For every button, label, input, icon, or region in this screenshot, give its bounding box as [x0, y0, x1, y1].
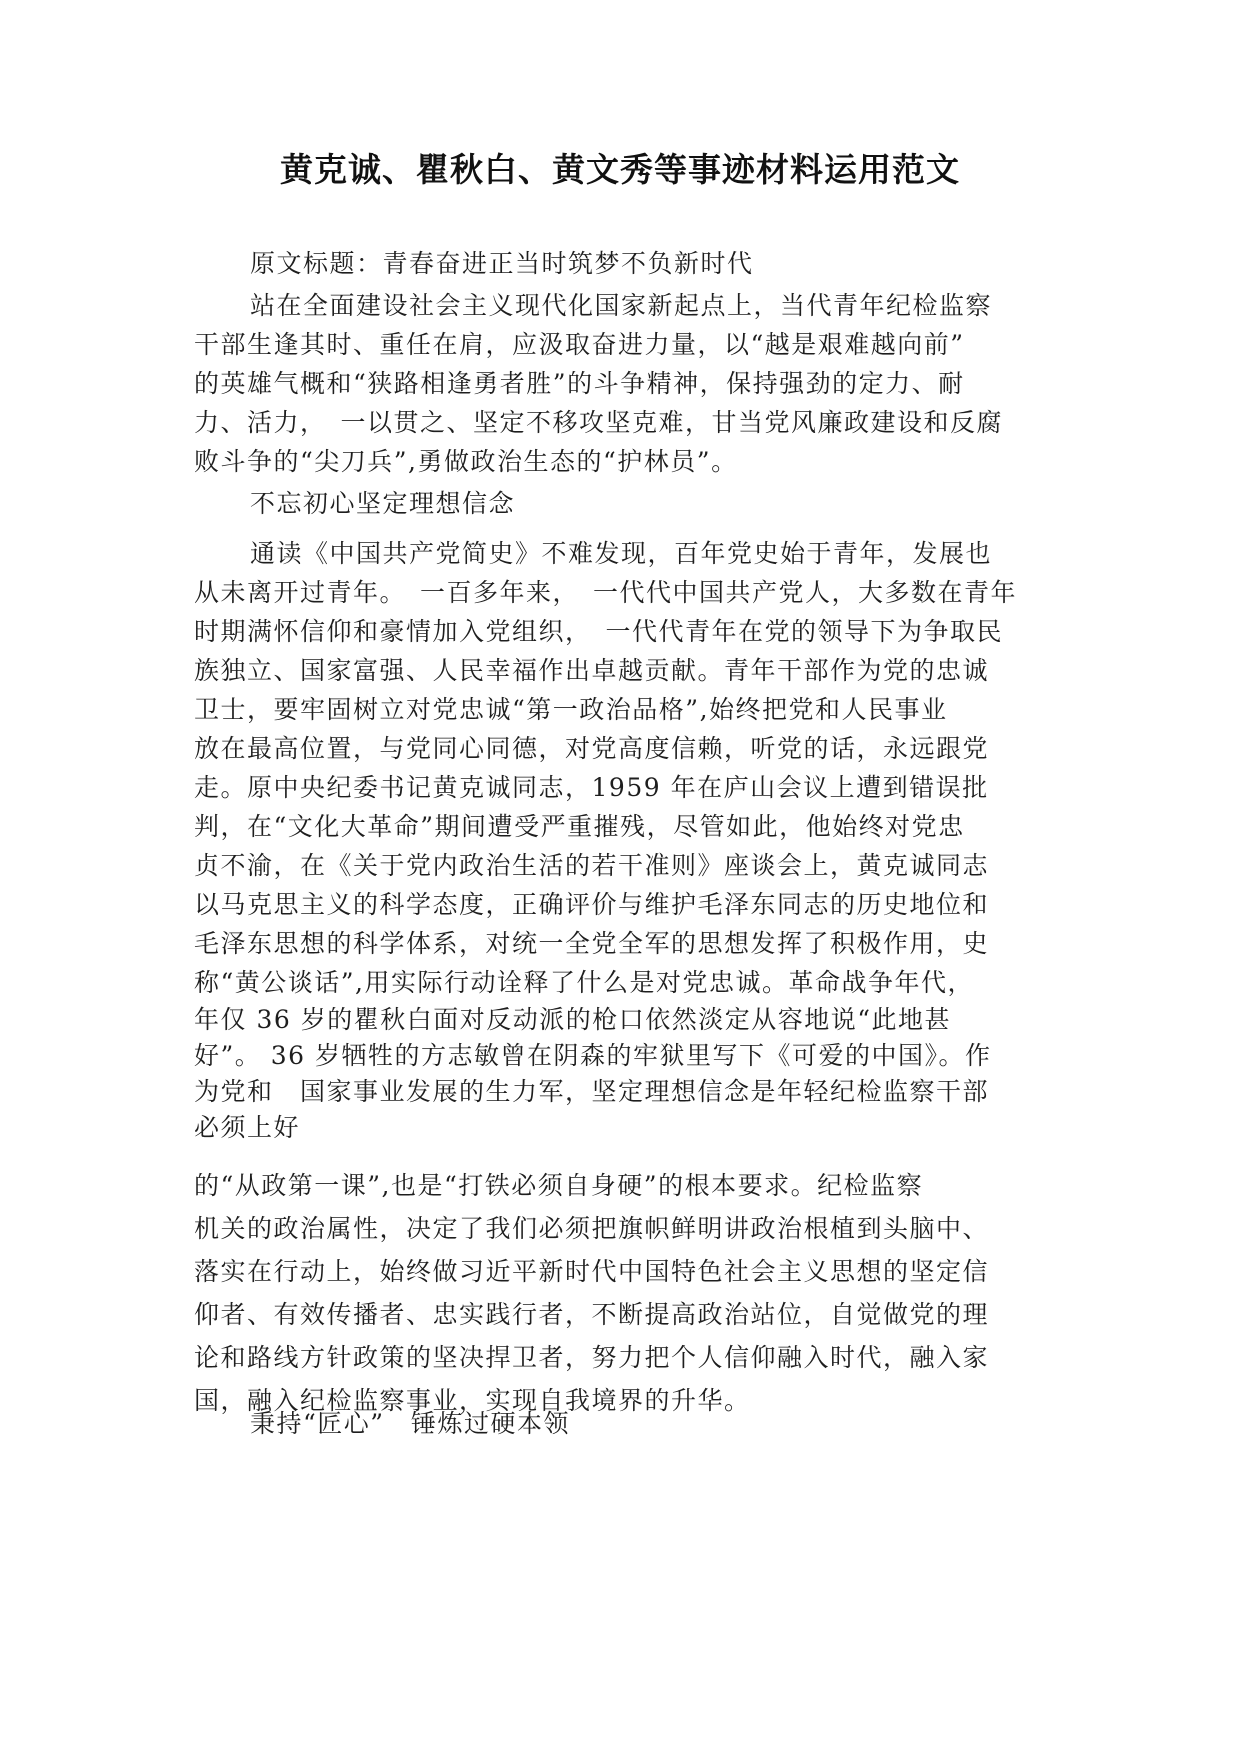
paragraph-4-line: 落实在行动上，始终做习近平新时代中国特色社会主义思想的坚定信: [194, 1257, 990, 1286]
paragraph-3-line: 年仅 36 岁的瞿秋白面对反动派的枪口依然淡定从容地说“此地甚: [194, 1005, 951, 1034]
paragraph-2: [194, 534, 1044, 1002]
paragraph-2-line: 从未离开过青年。 一百多年来， 一代代中国共产党人，大多数在青年: [194, 578, 1018, 607]
paragraph-2-line: 通读《中国共产党简史》不难发现，百年党史始于青年，发展也: [250, 539, 993, 568]
paragraph-2-line: 毛泽东思想的科学体系，对统一全党全军的思想发挥了积极作用，史: [194, 929, 990, 958]
paragraph-2-line: 卫士，要牢固树立对党忠诚“第一政治品格”,始终把党和人民事业: [194, 695, 948, 724]
paragraph-4-line: 论和路线方针政策的坚决捍卫者，努力把个人信仰融入时代，融入家: [194, 1343, 990, 1372]
paragraph-3-line: 好”。 36 岁牺牲的方志敏曾在阴森的牢狱里写下《可爱的中国》。作: [194, 1041, 992, 1070]
paragraph-1-line: 的英雄气概和“狭路相逢勇者胜”的斗争精神，保持强劲的定力、耐: [194, 369, 965, 398]
paragraph-4: [194, 1164, 1044, 1422]
paragraph-4-line: 的“从政第一课”,也是“打铁必须自身硬”的根本要求。纪检监察: [194, 1171, 924, 1200]
paragraph-1-line: 败斗争的“尖刀兵”,勇做政治生态的“护林员”。: [194, 447, 738, 476]
section-heading-1: 不忘初心坚定理想信念: [250, 489, 516, 518]
paragraph-4-line: 机关的政治属性，决定了我们必须把旗帜鲜明讲政治根植到头脑中、: [194, 1214, 990, 1243]
paragraph-1: [194, 286, 1044, 481]
paragraph-2-line: 族独立、国家富强、人民幸福作出卓越贡献。青年干部作为党的忠诚: [194, 656, 990, 685]
paragraph-4-line: 仰者、有效传播者、忠实践行者，不断提高政治站位，自觉做党的理: [194, 1300, 990, 1329]
paragraph-1-line: 站在全面建设社会主义现代化国家新起点上，当代青年纪检监察: [250, 291, 993, 320]
paragraph-1-line: 力、活力， 一以贯之、坚定不移攻坚克难，甘当党风廉政建设和反腐: [194, 408, 1004, 437]
paragraph-3-line: 必须上好: [194, 1113, 301, 1142]
paragraph-3: [194, 1002, 1044, 1146]
paragraph-1-line: 干部生逢其时、重任在肩，应汲取奋进力量，以“越是艰难越向前”: [194, 330, 965, 359]
document-title: 黄克诚、瞿秋白、黄文秀等事迹材料运用范文: [280, 150, 960, 189]
paragraph-2-line: 走。原中央纪委书记黄克诚同志，1959 年在庐山会议上遭到错误批: [194, 773, 989, 802]
original-title-line: 原文标题：青春奋进正当时筑梦不负新时代: [250, 249, 754, 278]
section-heading-2: 秉持“匠心” 锤炼过硬本领: [250, 1409, 571, 1438]
paragraph-2-line: 时期满怀信仰和豪情加入党组织， 一代代青年在党的领导下为争取民: [194, 617, 1004, 646]
paragraph-4-line: 国，融入纪检监察事业，实现自我境界的升华。: [194, 1386, 751, 1415]
paragraph-2-line: 判，在“文化大革命”期间遭受严重摧残，尽管如此，他始终对党忠: [194, 812, 965, 841]
paragraph-2-line: 称“黄公谈话”,用实际行动诠释了什么是对党忠诚。革命战争年代，: [194, 968, 975, 997]
paragraph-3-line: 为党和 国家事业发展的生力军，坚定理想信念是年轻纪检监察干部: [194, 1077, 990, 1106]
paragraph-2-line: 放在最高位置，与党同心同德，对党高度信赖，听党的话，永远跟党: [194, 734, 990, 763]
paragraph-2-line: 以马克思主义的科学态度，正确评价与维护毛泽东同志的历史地位和: [194, 890, 990, 919]
paragraph-2-line: 贞不渝，在《关于党内政治生活的若干准则》座谈会上，黄克诚同志: [194, 851, 990, 880]
